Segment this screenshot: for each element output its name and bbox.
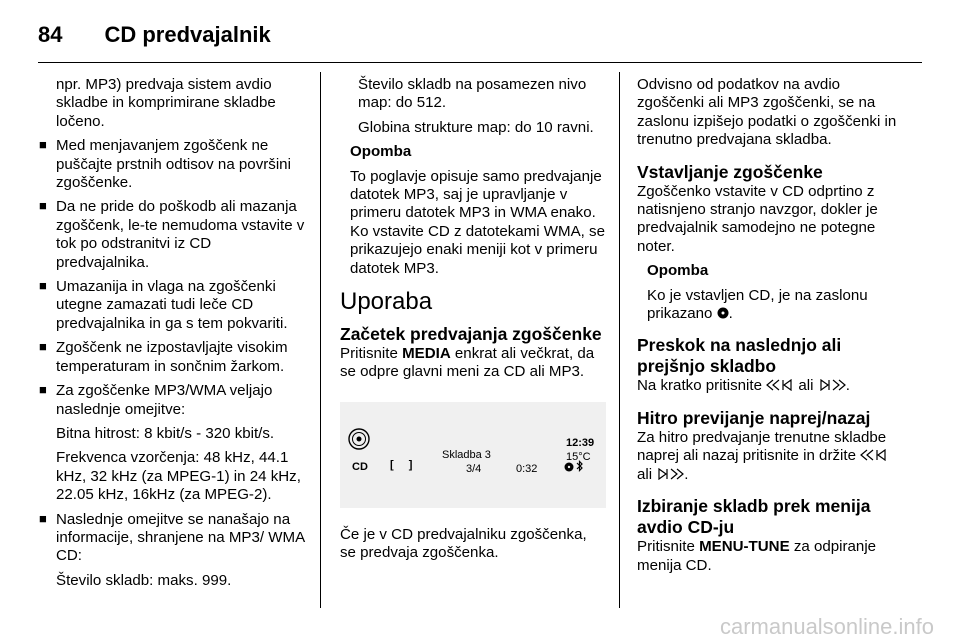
section-title: CD predvajalnik bbox=[104, 22, 271, 47]
disc-indicator-icon bbox=[564, 462, 574, 472]
heading-insert-cd: Vstavljanje zgoščenke bbox=[637, 161, 823, 182]
note-title: Opomba bbox=[647, 262, 709, 280]
fast-forward-text: Za hitro predvajanje trenutne skladbe naprej ali nazaj pritisnite in držite ali . bbox=[637, 428, 887, 483]
bullet-item: ■ Da ne pride do poškodb ali mazanja zgoščenk, le-te nemudoma vstavite v tok po odstranitvi iz CD predvajalnika. bbox=[38, 198, 306, 272]
header-rule bbox=[38, 62, 922, 63]
column-2 bbox=[340, 76, 606, 569]
bullet-item: ■ Zgoščenk ne izpostavljajte visokim temperaturam in sončnim žarkom. bbox=[38, 339, 306, 376]
next-track-icon bbox=[818, 379, 846, 391]
note-box bbox=[340, 143, 606, 278]
page-header bbox=[38, 22, 922, 48]
start-playback-text: Pritisnite MEDIA enkrat ali večkrat, da se odpre glavni meni za CD ali MP3. bbox=[340, 345, 595, 381]
page-number: 84 bbox=[38, 22, 63, 47]
display-info-text: Odvisno od podatkov na avdio zgoščenki ali MP3 zgoščenki, se na zaslonu izpišejo podatki o zgoščenki in trenutno predvajana skladba. bbox=[637, 76, 897, 149]
note-text: Ko je vstavljen CD, je na zaslonu prikazano . bbox=[647, 286, 868, 323]
heading-select-via-menu: Izbiranje skladb prek menija avdio CD-ju bbox=[637, 496, 871, 538]
cd-display-illustration bbox=[340, 402, 606, 508]
bitrate-limit: Bitna hitrost: 8 kbit/s - 320 kbit/s. bbox=[56, 424, 275, 442]
heading-start-playback: Začetek predvajanja zgoščenke bbox=[340, 324, 602, 345]
display-source: CD bbox=[352, 460, 368, 473]
menu-tune-key: MENU-TUNE bbox=[699, 538, 790, 556]
display-brackets: [ ] bbox=[390, 458, 419, 471]
cd-autoplay-text: Če je v CD predvajalniku zgoščenka, se predvaja zgoščenka. bbox=[340, 525, 587, 562]
column-divider-1 bbox=[320, 72, 321, 608]
cd-inserted-icon bbox=[717, 307, 729, 319]
bullet-item: ■ Za zgoščenke MP3/WMA veljajo naslednje omejitve: bbox=[38, 382, 306, 419]
track-count-limit: Število skladb: maks. 999. bbox=[56, 571, 232, 589]
bullet-item: ■ Med menjavanjem zgoščenk ne puščajte prstnih odtisov na površini zgoščenke. bbox=[38, 137, 306, 192]
column-divider-2 bbox=[619, 72, 620, 608]
display-track-position: 3/4 bbox=[466, 462, 482, 475]
bluetooth-icon bbox=[576, 460, 584, 472]
menu-select-text: Pritisnite MENU-TUNE za odpiranje menija CD. bbox=[637, 538, 877, 574]
frequency-limit: Frekvenca vzorčenja: 48 kHz, 44.1 kHz, 32 kHz (za MPEG-1) in 24 kHz, 22.05 kHz, 16kHz (za MPEG-2). bbox=[56, 449, 301, 504]
insert-cd-text: Zgoščenko vstavite v CD odprtino z natisnjeno stranjo navzgor, dokler je predvajalnik samodejno ne potegne noter. bbox=[637, 182, 878, 255]
display-clock: 12:39 bbox=[566, 436, 595, 449]
column-3 bbox=[637, 76, 905, 581]
previous-track-icon bbox=[766, 379, 794, 391]
skip-track-text: Na kratko pritisnite ali . bbox=[637, 377, 850, 395]
heading-uporaba: Uporaba bbox=[340, 288, 433, 316]
cd-disc-icon bbox=[348, 428, 370, 450]
note-box bbox=[637, 262, 905, 323]
bullet-item: ■ Umazanija in vlaga na zgoščenki utegne zamazati tudi leče CD predvajalnika in ga s tem pokvariti. bbox=[38, 278, 306, 333]
display-temperature: 15°C bbox=[566, 450, 591, 463]
continued-text: npr. MP3) predvaja sistem avdio skladbe in komprimirane skladbe ločeno. bbox=[56, 76, 276, 130]
folder-depth-limit: Globina strukture map: do 10 ravni. bbox=[358, 118, 594, 136]
column-1 bbox=[38, 76, 306, 596]
rewind-icon bbox=[860, 449, 888, 461]
watermark: carmanualsonline.info bbox=[719, 614, 934, 639]
display-elapsed-time: 0:32 bbox=[516, 462, 538, 475]
bullet-item: ■ Naslednje omejitve se nanašajo na informacije, shranjene na MP3/ WMA CD: bbox=[38, 511, 306, 566]
folder-tracks-limit: Število skladb na posamezen nivo map: do 512. bbox=[358, 76, 587, 112]
heading-fast-forward-rewind: Hitro previjanje naprej/nazaj bbox=[637, 407, 871, 428]
fast-forward-icon bbox=[656, 468, 684, 480]
display-track-name: Skladba 3 bbox=[442, 448, 491, 461]
note-title: Opomba bbox=[350, 143, 412, 161]
heading-skip-track: Preskok na naslednjo ali prejšnjo skladbo bbox=[637, 335, 842, 377]
media-key: MEDIA bbox=[402, 345, 451, 363]
note-text: To poglavje opisuje samo predvajanje datotek MP3, saj je upravljanje v primeru datotek MP3 in WMA enako. Ko vstavite CD z datotekami WMA, se prikazujejo enaki meniji kot v primeru datotek MP3. bbox=[350, 167, 605, 277]
